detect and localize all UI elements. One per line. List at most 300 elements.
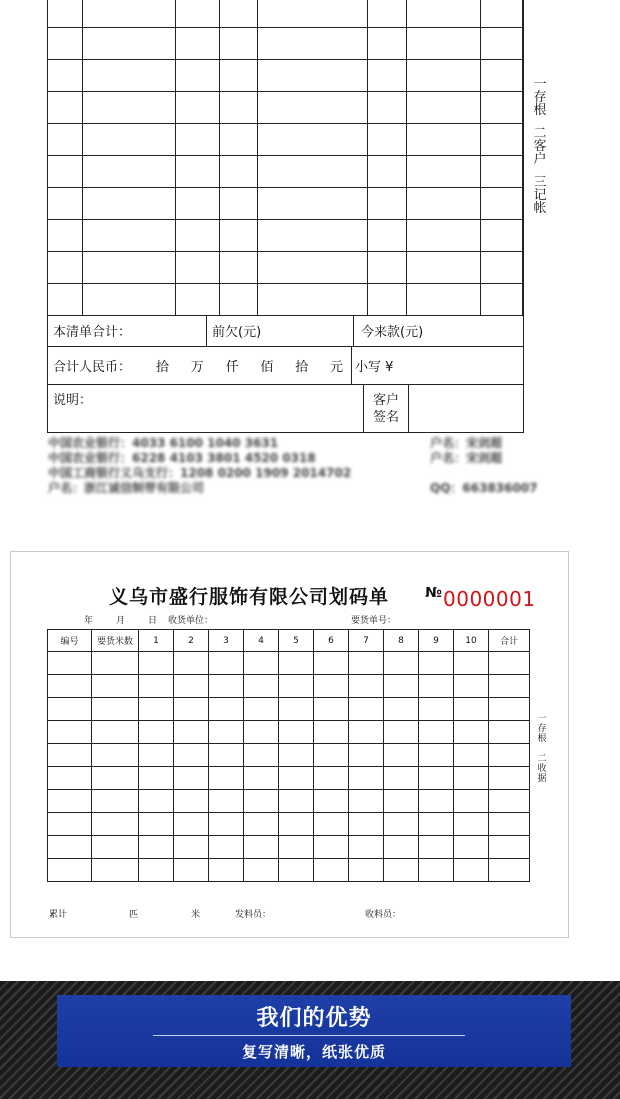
table-cell bbox=[313, 767, 348, 789]
table-cell bbox=[243, 790, 278, 812]
table-cell bbox=[453, 813, 488, 835]
grid-cell bbox=[47, 220, 82, 251]
table-cell bbox=[243, 744, 278, 766]
table-cell bbox=[348, 744, 383, 766]
table-cell bbox=[383, 790, 418, 812]
table-cell bbox=[278, 813, 313, 835]
table-cell bbox=[488, 652, 530, 674]
summary-row-rmb bbox=[47, 347, 524, 385]
table-cell bbox=[47, 675, 91, 697]
table-cell bbox=[278, 859, 313, 881]
table-cell bbox=[383, 836, 418, 858]
order-no-label: 要货单号： bbox=[351, 616, 397, 626]
grid-cell bbox=[406, 188, 480, 219]
grid-cell bbox=[82, 252, 176, 283]
footer-mi: 米 bbox=[191, 910, 201, 920]
grid-cell bbox=[47, 124, 82, 155]
copy-labels-1 bbox=[532, 78, 548, 225]
table-cell bbox=[208, 836, 243, 858]
unit-bai: 佰 bbox=[260, 360, 274, 375]
grid-cell bbox=[219, 252, 257, 283]
table-cell bbox=[173, 836, 208, 858]
grid-cell bbox=[82, 220, 176, 251]
grid-cell bbox=[406, 60, 480, 91]
copy-label: 二收据 bbox=[537, 754, 547, 784]
receiver-unit-label: 收货单位： bbox=[168, 616, 214, 626]
grid-cell bbox=[522, 156, 524, 187]
table-cell bbox=[418, 813, 453, 835]
table-cell bbox=[453, 721, 488, 743]
bank-line-left: 中国工商银行义乌支行：1208 0200 1909 2014702 bbox=[48, 466, 352, 480]
grid-cell bbox=[522, 188, 524, 219]
grid-cell bbox=[175, 28, 219, 59]
grid-cell bbox=[406, 124, 480, 155]
table-cell bbox=[208, 790, 243, 812]
unit-shi: 拾 bbox=[156, 360, 170, 375]
grid-row bbox=[47, 220, 524, 252]
grid-cell bbox=[219, 0, 257, 27]
table-cell bbox=[278, 790, 313, 812]
unit-qian: 仟 bbox=[225, 360, 239, 375]
form-sheet-2 bbox=[10, 551, 569, 938]
table-cell bbox=[348, 675, 383, 697]
grid-cell bbox=[175, 124, 219, 155]
bank-line-right: 户名：宋剑超 bbox=[430, 451, 503, 465]
grid-cell bbox=[219, 124, 257, 155]
table-cell bbox=[418, 744, 453, 766]
today-payment-label: 今来款(元) bbox=[361, 325, 424, 340]
footer-pi: 匹 bbox=[129, 910, 139, 920]
table-cell bbox=[91, 836, 138, 858]
table-cell bbox=[138, 859, 173, 881]
copy-labels-2 bbox=[536, 714, 548, 794]
table-cell bbox=[47, 790, 91, 812]
table-cell bbox=[488, 859, 530, 881]
column-header: 2 bbox=[173, 630, 208, 651]
bank-line bbox=[48, 466, 528, 481]
form-title: 义乌市盛行服饰有限公司划码单 bbox=[109, 586, 390, 608]
table-cell bbox=[313, 744, 348, 766]
grid-cell bbox=[522, 252, 524, 283]
table-cell bbox=[278, 836, 313, 858]
table-cell bbox=[138, 675, 173, 697]
table-cell bbox=[488, 836, 530, 858]
table-cell bbox=[278, 652, 313, 674]
grid-cell bbox=[257, 60, 367, 91]
grid-cell bbox=[219, 92, 257, 123]
grid-cell bbox=[367, 252, 407, 283]
date-day: 日 bbox=[148, 616, 158, 626]
item-grid-1 bbox=[47, 0, 524, 316]
footer-total: 累计 bbox=[49, 910, 68, 920]
table-cell bbox=[138, 836, 173, 858]
table-cell bbox=[418, 698, 453, 720]
rmb-units bbox=[156, 356, 351, 375]
grid-cell bbox=[406, 0, 480, 27]
copy-label: 三记帐 bbox=[533, 175, 547, 216]
grid-row bbox=[47, 124, 524, 156]
grid-cell bbox=[257, 252, 367, 283]
grid-cell bbox=[47, 252, 82, 283]
column-header: 要货米数 bbox=[91, 630, 138, 651]
grid-cell bbox=[522, 124, 524, 155]
table-cell bbox=[243, 767, 278, 789]
table-cell bbox=[348, 813, 383, 835]
column-header: 10 bbox=[453, 630, 488, 651]
table-cell bbox=[91, 698, 138, 720]
unit-wan: 万 bbox=[190, 360, 204, 375]
table-cell bbox=[313, 652, 348, 674]
grid-cell bbox=[82, 92, 176, 123]
grid-cell bbox=[257, 92, 367, 123]
table-cell bbox=[278, 675, 313, 697]
table-cell bbox=[208, 767, 243, 789]
summary-row-note bbox=[47, 385, 524, 433]
grid-cell bbox=[219, 28, 257, 59]
table-cell bbox=[208, 859, 243, 881]
grid-cell bbox=[522, 220, 524, 251]
grid-cell bbox=[367, 156, 407, 187]
copy-label: 二客户 bbox=[533, 126, 547, 167]
grid-cell bbox=[47, 92, 82, 123]
table-cell bbox=[91, 721, 138, 743]
grid-cell bbox=[219, 220, 257, 251]
table-cell bbox=[208, 744, 243, 766]
table-row bbox=[47, 698, 530, 721]
bank-line-right: 户名：宋剑超 bbox=[430, 436, 503, 450]
table-cell bbox=[173, 721, 208, 743]
table-cell bbox=[488, 744, 530, 766]
table-cell bbox=[47, 652, 91, 674]
serial-no-label: № bbox=[425, 585, 442, 601]
unit-shi-2: 拾 bbox=[295, 360, 309, 375]
table-cell bbox=[383, 698, 418, 720]
grid-cell bbox=[480, 220, 522, 251]
table-cell bbox=[488, 790, 530, 812]
table-cell bbox=[47, 859, 91, 881]
bank-line-left: 户名：浙江诚信制带有限公司 bbox=[48, 481, 205, 495]
table-cell bbox=[138, 652, 173, 674]
grid-cell bbox=[480, 0, 522, 27]
grid-row bbox=[47, 188, 524, 220]
table-cell bbox=[47, 813, 91, 835]
grid-row bbox=[47, 92, 524, 124]
table-cell bbox=[488, 813, 530, 835]
table-cell bbox=[243, 698, 278, 720]
grid-cell bbox=[47, 188, 82, 219]
table-cell bbox=[243, 675, 278, 697]
grid-cell bbox=[175, 284, 219, 315]
grid-cell bbox=[47, 28, 82, 59]
table-cell bbox=[173, 698, 208, 720]
grid-cell bbox=[47, 156, 82, 187]
prev-debt-label: 前欠(元) bbox=[212, 325, 262, 340]
table-cell bbox=[243, 652, 278, 674]
banner-subtitle: 复写清晰，纸张优质 bbox=[241, 1043, 386, 1061]
table-cell bbox=[173, 675, 208, 697]
grid-row bbox=[47, 60, 524, 92]
grid-cell bbox=[522, 92, 524, 123]
table-cell bbox=[348, 652, 383, 674]
table-cell bbox=[418, 675, 453, 697]
customer-sign-label bbox=[364, 385, 408, 432]
table-cell bbox=[418, 790, 453, 812]
table-cell bbox=[418, 767, 453, 789]
grid-cell bbox=[480, 252, 522, 283]
table-cell bbox=[208, 698, 243, 720]
table-cell bbox=[453, 675, 488, 697]
table-cell bbox=[383, 652, 418, 674]
table-cell bbox=[313, 859, 348, 881]
grid-cell bbox=[367, 220, 407, 251]
grid-cell bbox=[257, 0, 367, 27]
column-header: 6 bbox=[313, 630, 348, 651]
grid-cell bbox=[367, 28, 407, 59]
grid-cell bbox=[367, 60, 407, 91]
table-cell bbox=[488, 675, 530, 697]
column-header: 5 bbox=[278, 630, 313, 651]
table-cell bbox=[138, 721, 173, 743]
form-sheet-1 bbox=[0, 0, 620, 520]
table-cell bbox=[418, 652, 453, 674]
table-cell bbox=[313, 836, 348, 858]
table-cell bbox=[383, 813, 418, 835]
note-label: 说明： bbox=[53, 393, 93, 408]
table-cell bbox=[173, 790, 208, 812]
bank-line-left: 中国农业银行：4033 6100 1040 3631 bbox=[48, 436, 279, 450]
column-header: 1 bbox=[138, 630, 173, 651]
item-grid-2 bbox=[47, 629, 530, 882]
grid-cell bbox=[175, 156, 219, 187]
grid-cell bbox=[47, 0, 82, 27]
unit-yuan: 元 bbox=[329, 360, 343, 375]
column-header: 9 bbox=[418, 630, 453, 651]
table-cell bbox=[383, 767, 418, 789]
total-label: 本清单合计： bbox=[53, 325, 132, 340]
table-cell bbox=[91, 767, 138, 789]
table-cell bbox=[313, 698, 348, 720]
table-cell bbox=[488, 698, 530, 720]
table-cell bbox=[138, 790, 173, 812]
bank-line bbox=[48, 481, 538, 496]
table-cell bbox=[348, 698, 383, 720]
grid-cell bbox=[406, 28, 480, 59]
grid-cell bbox=[257, 28, 367, 59]
grid-cell bbox=[367, 188, 407, 219]
table-cell bbox=[47, 744, 91, 766]
table-cell bbox=[91, 744, 138, 766]
table-cell bbox=[91, 813, 138, 835]
table-cell bbox=[173, 652, 208, 674]
serial-number: 0000001 bbox=[443, 587, 536, 611]
table-cell bbox=[453, 767, 488, 789]
table-cell bbox=[453, 652, 488, 674]
grid-cell bbox=[82, 60, 176, 91]
sign-label-line1: 客户 bbox=[372, 392, 399, 408]
grid-cell bbox=[175, 220, 219, 251]
advantage-banner bbox=[57, 995, 571, 1067]
grid-cell bbox=[406, 220, 480, 251]
footer-issuer: 发料员： bbox=[235, 910, 272, 920]
table-cell bbox=[173, 744, 208, 766]
footer-receiver: 收料员： bbox=[365, 910, 402, 920]
table-cell bbox=[208, 652, 243, 674]
table-cell bbox=[91, 790, 138, 812]
divider bbox=[408, 385, 409, 432]
table-cell bbox=[173, 767, 208, 789]
table-cell bbox=[91, 652, 138, 674]
grid-cell bbox=[480, 188, 522, 219]
table-cell bbox=[208, 721, 243, 743]
table-cell bbox=[243, 836, 278, 858]
grid-cell bbox=[257, 156, 367, 187]
column-header: 4 bbox=[243, 630, 278, 651]
table-cell bbox=[47, 721, 91, 743]
table-cell bbox=[453, 698, 488, 720]
table-row bbox=[47, 675, 530, 698]
table-cell bbox=[488, 767, 530, 789]
grid-cell bbox=[257, 220, 367, 251]
grid-cell bbox=[480, 92, 522, 123]
table-cell bbox=[243, 859, 278, 881]
copy-label: 一存根 bbox=[533, 77, 547, 118]
grid-cell bbox=[522, 60, 524, 91]
grid-cell bbox=[219, 60, 257, 91]
grid-row bbox=[47, 0, 524, 28]
grid-cell bbox=[47, 284, 82, 315]
table-cell bbox=[383, 721, 418, 743]
grid-cell bbox=[82, 284, 176, 315]
table-cell bbox=[91, 675, 138, 697]
grid-cell bbox=[367, 124, 407, 155]
grid-row bbox=[47, 284, 524, 316]
table-cell bbox=[278, 744, 313, 766]
table-row bbox=[47, 859, 530, 882]
date-month: 月 bbox=[116, 616, 126, 626]
table-row bbox=[47, 836, 530, 859]
column-header: 合计 bbox=[488, 630, 530, 651]
grid-cell bbox=[406, 252, 480, 283]
table-cell bbox=[348, 836, 383, 858]
table-cell bbox=[173, 859, 208, 881]
banner-title: 我们的优势 bbox=[256, 1006, 372, 1031]
grid-cell bbox=[257, 188, 367, 219]
table-cell bbox=[47, 767, 91, 789]
table-cell bbox=[313, 790, 348, 812]
table-cell bbox=[47, 698, 91, 720]
grid-cell bbox=[480, 124, 522, 155]
banner-divider bbox=[153, 1035, 465, 1036]
grid-cell bbox=[367, 0, 407, 27]
grid-cell bbox=[82, 188, 176, 219]
grid-cell bbox=[367, 92, 407, 123]
table-cell bbox=[208, 675, 243, 697]
table-cell bbox=[278, 698, 313, 720]
summary-row-totals bbox=[47, 315, 524, 347]
table-cell bbox=[313, 721, 348, 743]
grid-cell bbox=[480, 60, 522, 91]
table-cell bbox=[243, 721, 278, 743]
grid-cell bbox=[257, 124, 367, 155]
header-row bbox=[47, 629, 530, 652]
table-cell bbox=[453, 859, 488, 881]
table-cell bbox=[91, 859, 138, 881]
table-cell bbox=[348, 859, 383, 881]
grid-cell bbox=[82, 28, 176, 59]
table-cell bbox=[278, 767, 313, 789]
table-cell bbox=[138, 698, 173, 720]
grid-cell bbox=[175, 0, 219, 27]
grid-cell bbox=[406, 284, 480, 315]
grid-cell bbox=[522, 0, 524, 27]
table-cell bbox=[418, 859, 453, 881]
table-cell bbox=[453, 836, 488, 858]
grid-cell bbox=[175, 92, 219, 123]
table-cell bbox=[47, 836, 91, 858]
table-cell bbox=[383, 675, 418, 697]
grid-cell bbox=[82, 0, 176, 27]
table-row bbox=[47, 790, 530, 813]
table-cell bbox=[278, 721, 313, 743]
grid-cell bbox=[82, 124, 176, 155]
table-cell bbox=[138, 813, 173, 835]
table-cell bbox=[383, 859, 418, 881]
grid-cell bbox=[522, 284, 524, 315]
grid-cell bbox=[47, 60, 82, 91]
table-cell bbox=[348, 767, 383, 789]
grid-cell bbox=[175, 188, 219, 219]
table-cell bbox=[453, 790, 488, 812]
sign-label-line2: 签名 bbox=[372, 409, 399, 425]
table-cell bbox=[383, 744, 418, 766]
date-year: 年 bbox=[84, 616, 94, 626]
grid-row bbox=[47, 252, 524, 284]
grid-cell bbox=[367, 284, 407, 315]
table-cell bbox=[418, 721, 453, 743]
table-cell bbox=[313, 675, 348, 697]
bank-line-left: 中国农业银行：6228 4103 3801 4520 0318 bbox=[48, 451, 316, 465]
grid-cell bbox=[219, 188, 257, 219]
grid-cell bbox=[406, 92, 480, 123]
grid-cell bbox=[82, 156, 176, 187]
column-header: 编号 bbox=[47, 630, 91, 651]
column-header: 8 bbox=[383, 630, 418, 651]
table-row bbox=[47, 721, 530, 744]
table-cell bbox=[453, 744, 488, 766]
bank-line bbox=[48, 451, 528, 466]
table-cell bbox=[488, 721, 530, 743]
grid-cell bbox=[480, 284, 522, 315]
grid-row bbox=[47, 28, 524, 60]
grid-cell bbox=[219, 156, 257, 187]
grid-cell bbox=[175, 252, 219, 283]
small-amount-label: 小写 ¥ bbox=[355, 360, 394, 375]
table-cell bbox=[348, 790, 383, 812]
table-row bbox=[47, 652, 530, 675]
rmb-label: 合计人民币： bbox=[53, 360, 132, 375]
grid-cell bbox=[522, 28, 524, 59]
table-cell bbox=[138, 767, 173, 789]
bank-info bbox=[48, 436, 538, 496]
grid-cell bbox=[480, 28, 522, 59]
bank-line bbox=[48, 436, 528, 451]
column-header: 7 bbox=[348, 630, 383, 651]
copy-label: 一存根 bbox=[537, 714, 547, 744]
table-row bbox=[47, 767, 530, 790]
grid-row bbox=[47, 156, 524, 188]
grid-cell bbox=[175, 60, 219, 91]
table-row bbox=[47, 744, 530, 767]
